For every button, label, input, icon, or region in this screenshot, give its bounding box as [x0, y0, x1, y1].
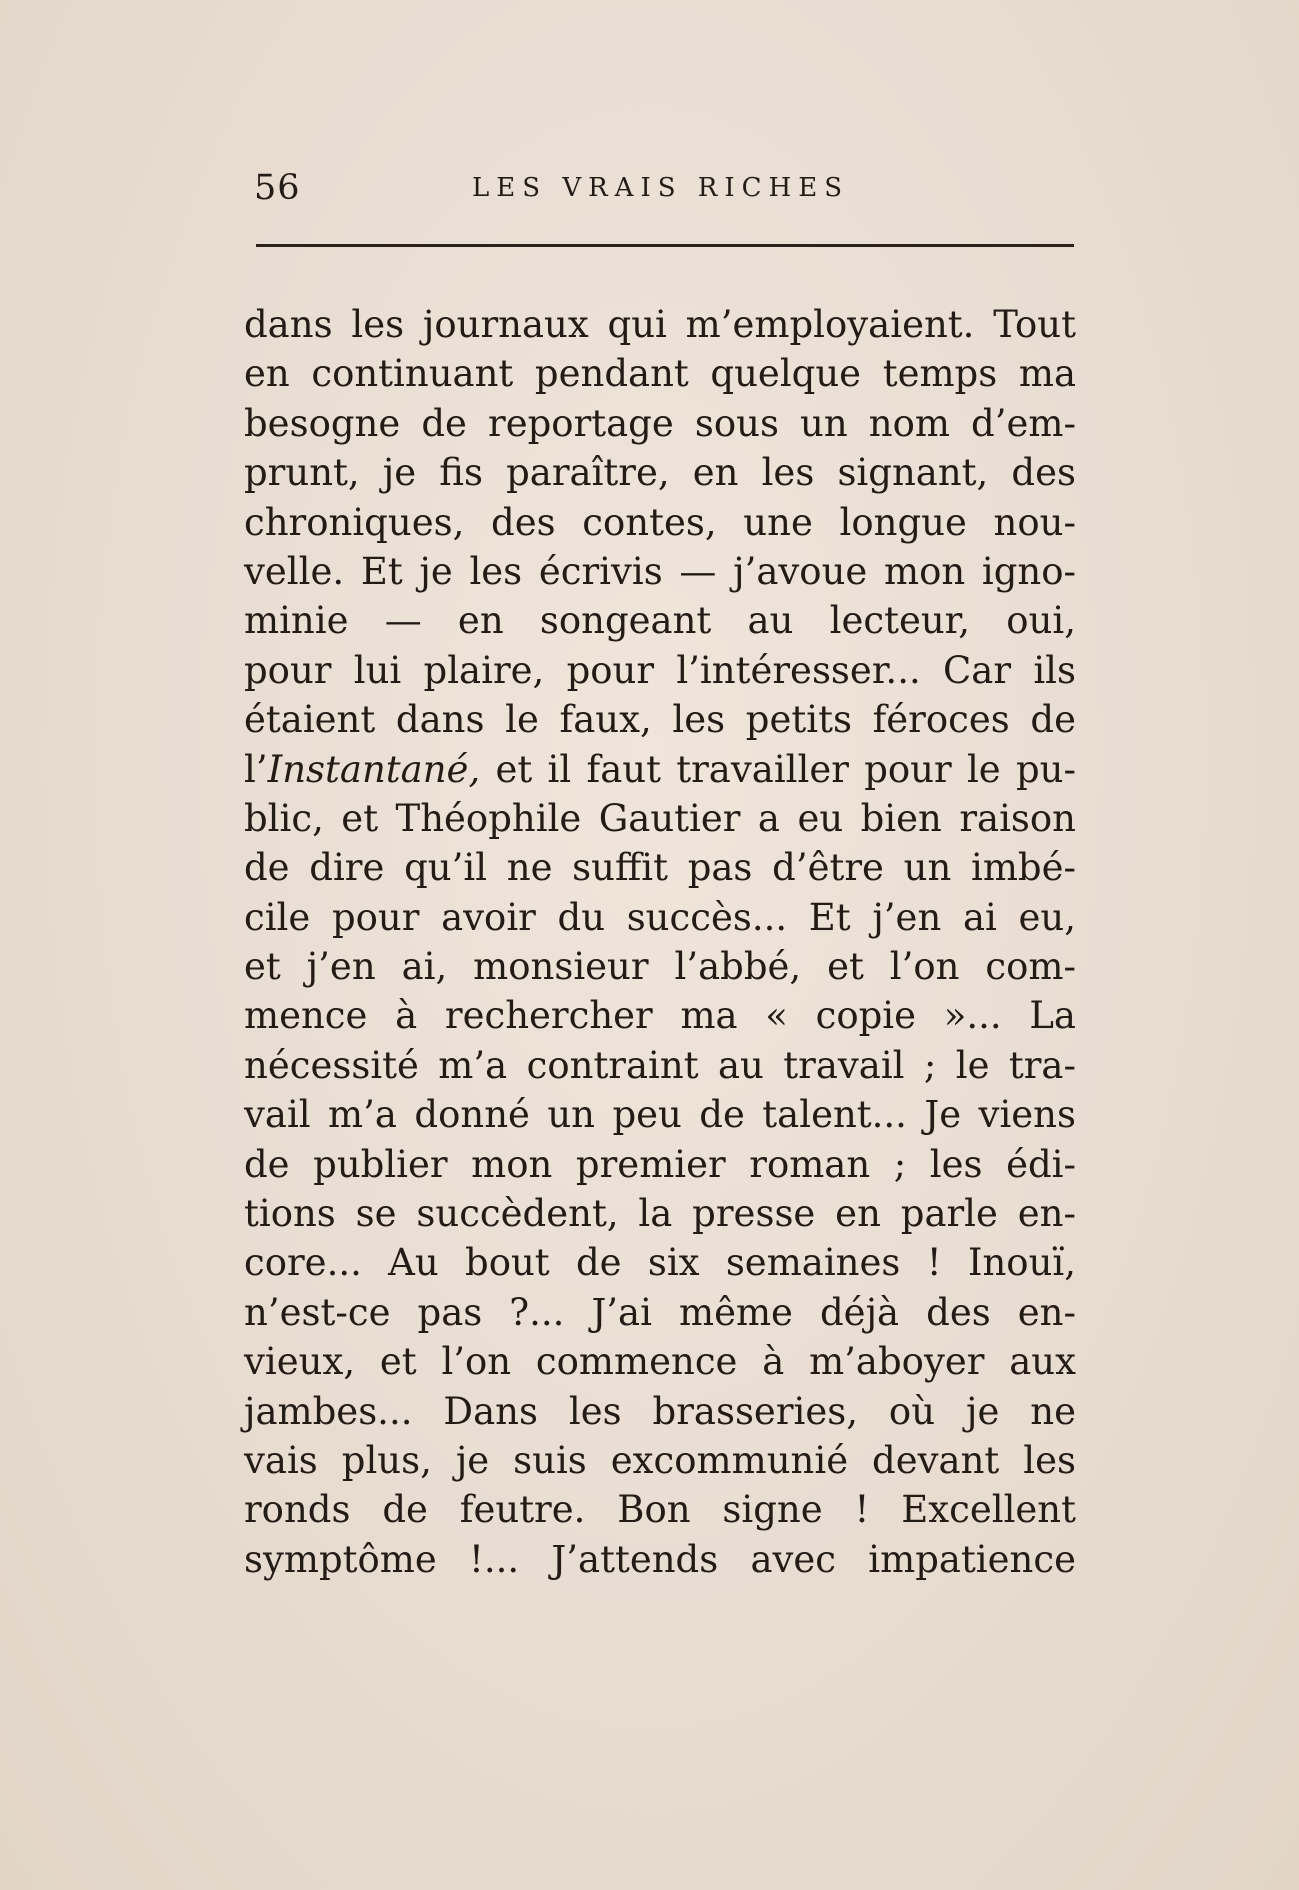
text-line: dans les journaux qui m’employaient. Tout — [244, 303, 1076, 346]
text-line: velle. Et je les écrivis — j’avoue mon igno- — [244, 549, 1076, 593]
text-line: prunt, je fis paraître, en les signant, des — [244, 451, 1076, 495]
text-line: besogne de reportage sous un nom d’em- — [244, 401, 1076, 445]
text-line: blic, et Théophile Gautier a eu bien raison — [244, 796, 1076, 840]
text-line: de publier mon premier roman ; les édi- — [244, 1142, 1076, 1186]
header-rule — [256, 244, 1074, 247]
text-line: vieux, et l’on commence à m’aboyer aux — [244, 1340, 1076, 1384]
text-fragment: l’ — [244, 747, 268, 791]
text-line: chroniques, des contes, une longue nou- — [244, 500, 1076, 544]
text-fragment: et il faut travailler pour le pu- — [480, 747, 1076, 791]
text-line: de dire qu’il ne suffit pas d’être un imbé- — [244, 846, 1076, 890]
text-line: cile pour avoir du succès... Et j’en ai eu, — [244, 895, 1076, 939]
text-line: ronds de feutre. Bon signe ! Excellent — [244, 1488, 1076, 1532]
text-line — [244, 745, 1076, 794]
text-line: core... Au bout de six semaines ! Inouï, — [244, 1241, 1076, 1285]
text-line: pour lui plaire, pour l’intéresser... Car ils — [244, 648, 1076, 692]
text-line: étaient dans le faux, les petits féroces de — [244, 698, 1076, 742]
running-title: LES VRAIS RICHES — [472, 173, 850, 203]
text-line: vail m’a donné un peu de talent... Je viens — [244, 1093, 1076, 1137]
text-line: n’est-ce pas ?... J’ai même déjà des en- — [244, 1290, 1076, 1334]
text-line: vais plus, je suis excommunié devant les — [244, 1438, 1076, 1482]
text-line: mence à rechercher ma « copie »... La — [244, 994, 1076, 1038]
text-line: nécessité m’a contraint au travail ; le tra- — [244, 1043, 1076, 1087]
body-text — [244, 300, 1076, 1584]
running-header — [250, 168, 1072, 218]
italic-title: Instantané, — [267, 747, 481, 791]
text-line: tions se succèdent, la presse en parle en- — [244, 1192, 1076, 1236]
text-line: jambes... Dans les brasseries, où je ne — [244, 1389, 1076, 1433]
text-line: en continuant pendant quelque temps ma — [244, 352, 1076, 396]
text-line: minie — en songeant au lecteur, oui, — [244, 599, 1076, 643]
text-line: symptôme !... J’attends avec impatience — [244, 1537, 1076, 1581]
text-line: et j’en ai, monsieur l’abbé, et l’on com- — [244, 945, 1076, 989]
page-number: 56 — [254, 168, 301, 208]
